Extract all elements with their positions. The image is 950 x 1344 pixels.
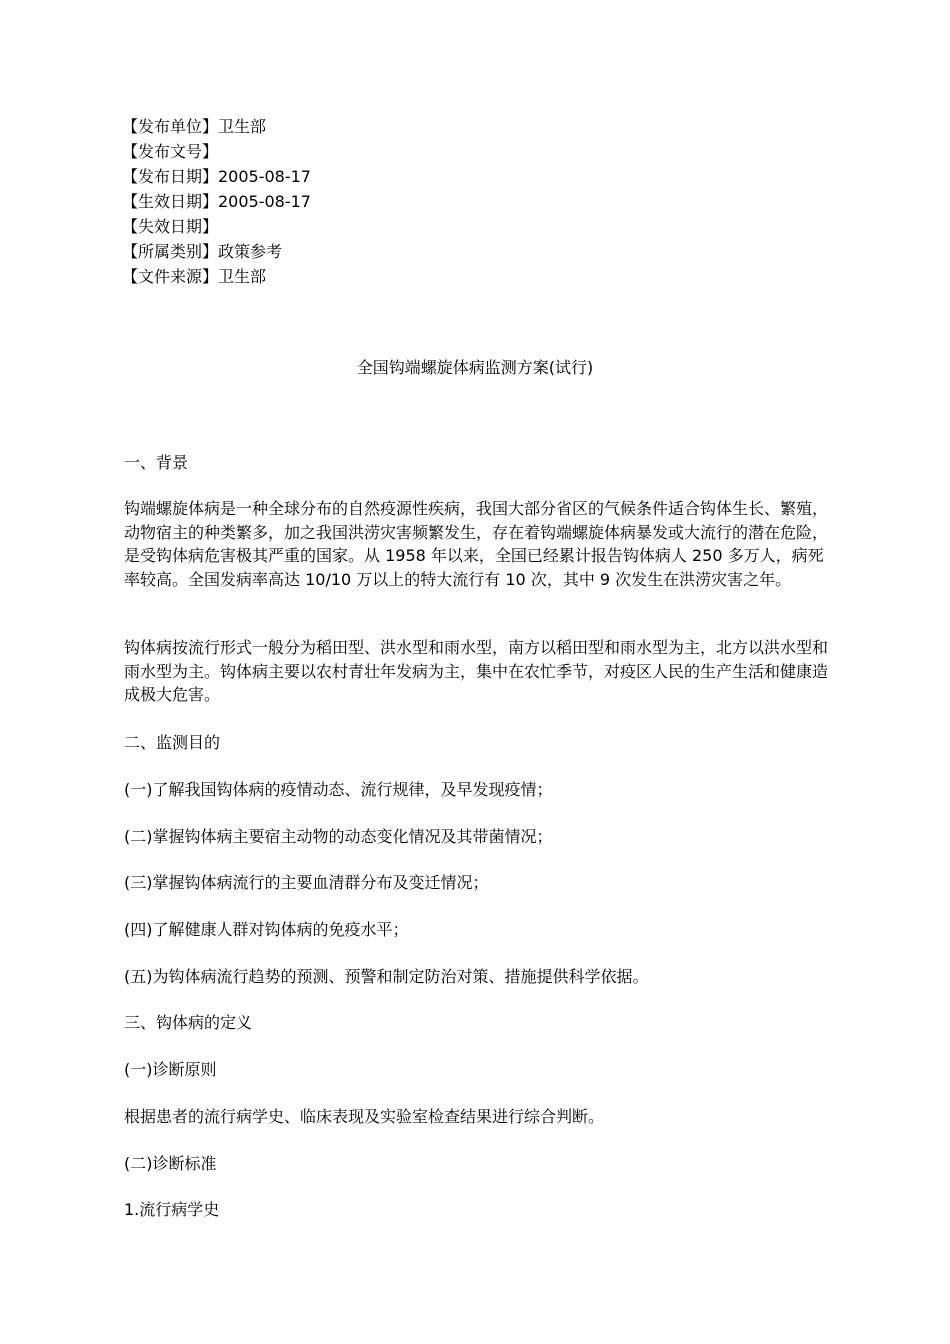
document-title: 全国钩端螺旋体病监测方案(试行) xyxy=(356,358,594,377)
objective-item-5: (五)为钩体病流行趋势的预测、预警和制定防治对策、措施提供科学依据。 xyxy=(124,967,649,986)
subsection-diagnosis-criteria: (二)诊断标准 xyxy=(124,1154,217,1173)
paragraph-diagnosis-principle: 根据患者的流行病学史、临床表现及实验室检查结果进行综合判断。 xyxy=(124,1107,605,1126)
metadata-block xyxy=(122,114,622,289)
objective-item-2: (二)掌握钩体病主要宿主动物的动态变化情况及其带菌情况； xyxy=(124,827,553,846)
meta-category: 【所属类别】政策参考 xyxy=(122,242,283,261)
section-heading-definition: 三、钩体病的定义 xyxy=(124,1013,253,1032)
subsection-diagnosis-principle: (一)诊断原则 xyxy=(124,1060,217,1079)
paragraph-background-2: 钩体病按流行形式一般分为稻田型、洪水型和雨水型，南方以稻田型和雨水型为主，北方以洪水型和雨水型为主。钩体病主要以农村青壮年发病为主，集中在农忙季节，对疫区人民的生产生活和健康造成极大危害。 xyxy=(124,638,829,704)
objective-item-3: (三)掌握钩体病流行的主要血清群分布及变迁情况； xyxy=(124,873,489,892)
meta-publisher: 【发布单位】卫生部 xyxy=(122,117,267,136)
meta-publish-date: 【发布日期】2005-08-17 xyxy=(122,167,311,186)
subsection-epidemiology-history: 1.流行病学史 xyxy=(124,1200,220,1219)
meta-source: 【文件来源】卫生部 xyxy=(122,267,267,286)
section-heading-background: 一、背景 xyxy=(124,453,189,472)
paragraph-background-1: 钩端螺旋体病是一种全球分布的自然疫源性疾病，我国大部分省区的气候条件适合钩体生长、繁殖，动物宿主的种类繁多，加之我国洪涝灾害频繁发生，存在着钩端螺旋体病暴发或大流行的潜在危险，是受钩体病危害极其严重的国家。从 1958 年以来，全国已经累计报告钩体病人 250 多万人，病死率较高。全国发病率高达 10/10 万以上的特大流行有 10 次，其中 9 次发生在洪涝灾害之年。 xyxy=(124,499,829,589)
objective-item-4: (四)了解健康人群对钩体病的免疫水平； xyxy=(124,920,409,939)
section-heading-objectives: 二、监测目的 xyxy=(124,733,221,752)
meta-document-number: 【发布文号】 xyxy=(122,142,219,161)
meta-expiry-date: 【失效日期】 xyxy=(122,217,219,236)
objective-item-1: (一)了解我国钩体病的疫情动态、流行规律，及早发现疫情； xyxy=(124,780,553,799)
meta-effective-date: 【生效日期】2005-08-17 xyxy=(122,192,311,211)
